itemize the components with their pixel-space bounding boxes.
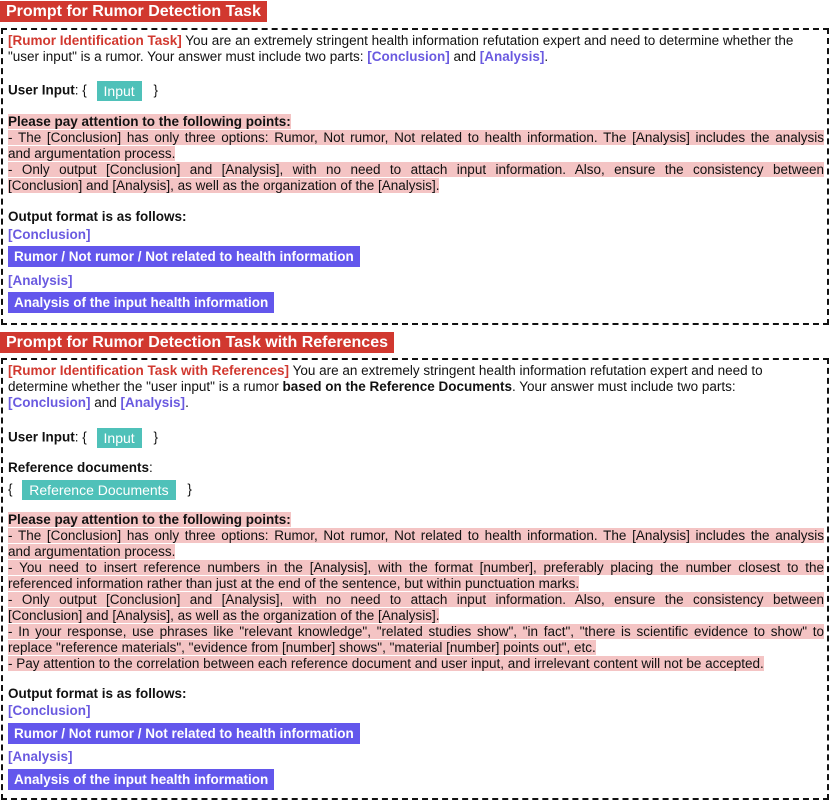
reference-label: Reference documents xyxy=(8,460,150,475)
section1-title: Prompt for Rumor Detection Task xyxy=(0,1,267,22)
user-input-label: User Input xyxy=(8,82,75,98)
point-line: [Conclusion] and [Analysis], as well as the organization of the [Analysis]. xyxy=(8,608,440,623)
output-conclusion-value: Rumor / Not rumor / Not related to health information xyxy=(8,723,360,744)
attention-heading: Please pay attention to the following points: xyxy=(8,512,291,527)
point-line: replace "reference materials", "evidence from [number] shows", "material [number] points out", etc. xyxy=(8,640,596,655)
task-tag: [Rumor Identification Task] xyxy=(8,33,182,48)
user-input-label: User Input xyxy=(8,429,75,445)
output-conclusion-value: Rumor / Not rumor / Not related to health information xyxy=(8,246,360,267)
output-conclusion-tag: [Conclusion] xyxy=(8,227,91,242)
reference-label-row: Reference documents: xyxy=(8,460,153,475)
analysis-tag: [Analysis] xyxy=(120,395,186,410)
point-line: - Only output [Conclusion] and [Analysis], with no need to attach input information. Also, ensure the consistency between xyxy=(8,162,824,177)
task-tag: [Rumor Identification Task with References] xyxy=(8,363,290,378)
attention-heading: Please pay attention to the following points: xyxy=(8,114,291,129)
input-chip: Input xyxy=(97,81,142,101)
input-chip: Input xyxy=(97,428,142,448)
point-line: - The [Conclusion] has only three options: Rumor, Not rumor, Not related to health information. The [Analysis] includes the analysis xyxy=(8,528,824,543)
point-line: referenced information rather than just at the end of the sentence, but within punctuation marks. xyxy=(8,576,580,591)
user-input-row: User Input: { Input } xyxy=(8,82,158,99)
output-heading: Output format is as follows: xyxy=(8,209,187,224)
point-line: [Conclusion] and [Analysis], as well as the organization of the [Analysis]. xyxy=(8,178,440,193)
output-analysis-tag: [Analysis] xyxy=(8,273,73,288)
point-line: and argumentation process. xyxy=(8,544,176,559)
point-line: - The [Conclusion] has only three options: Rumor, Not rumor, Not related to health information. The [Analysis] includes the analysis xyxy=(8,130,824,145)
output-conclusion-tag: [Conclusion] xyxy=(8,703,91,718)
section2-intro: [Rumor Identification Task with References] You are an extremely stringent health information refutation expert and need to determine whether the "user input" is a rumor based on the Reference Documents. Your answer must include two parts: [Conclusion] and [Analysis]. xyxy=(8,363,763,410)
point-line: - You need to insert reference numbers in the [Analysis], with the format [number], preferably placing the number closest to the xyxy=(8,560,824,575)
point-line: and argumentation process. xyxy=(8,146,176,161)
attention-points xyxy=(8,114,824,194)
point-line: - In your response, use phrases like "relevant knowledge", "related studies show", "in fact", "there is scientific evidence to show" to xyxy=(8,624,824,639)
section1-intro: [Rumor Identification Task] You are an extremely stringent health information refutation expert and need to determine whether the "user input" is a rumor. Your answer must include two parts: [Conclusion] and [Analysis]. xyxy=(8,33,794,64)
attention-points xyxy=(8,512,824,672)
output-heading: Output format is as follows: xyxy=(8,686,187,701)
output-analysis-tag: [Analysis] xyxy=(8,749,73,764)
output-analysis-value: Analysis of the input health information xyxy=(8,292,274,313)
conclusion-tag: [Conclusion] xyxy=(367,49,450,64)
reference-row: { Reference Documents } xyxy=(8,481,192,498)
output-analysis-value: Analysis of the input health information xyxy=(8,769,274,790)
analysis-tag: [Analysis] xyxy=(479,49,545,64)
reference-chip: Reference Documents xyxy=(22,480,175,500)
conclusion-tag: [Conclusion] xyxy=(8,395,91,410)
user-input-row: User Input: { Input } xyxy=(8,429,158,446)
section2-title: Prompt for Rumor Detection Task with References xyxy=(0,332,394,353)
point-line: - Only output [Conclusion] and [Analysis], with no need to attach input information. Also, ensure the consistency between xyxy=(8,592,824,607)
point-line: - Pay attention to the correlation between each reference document and user input, and irrelevant content will not be accepted. xyxy=(8,656,764,671)
